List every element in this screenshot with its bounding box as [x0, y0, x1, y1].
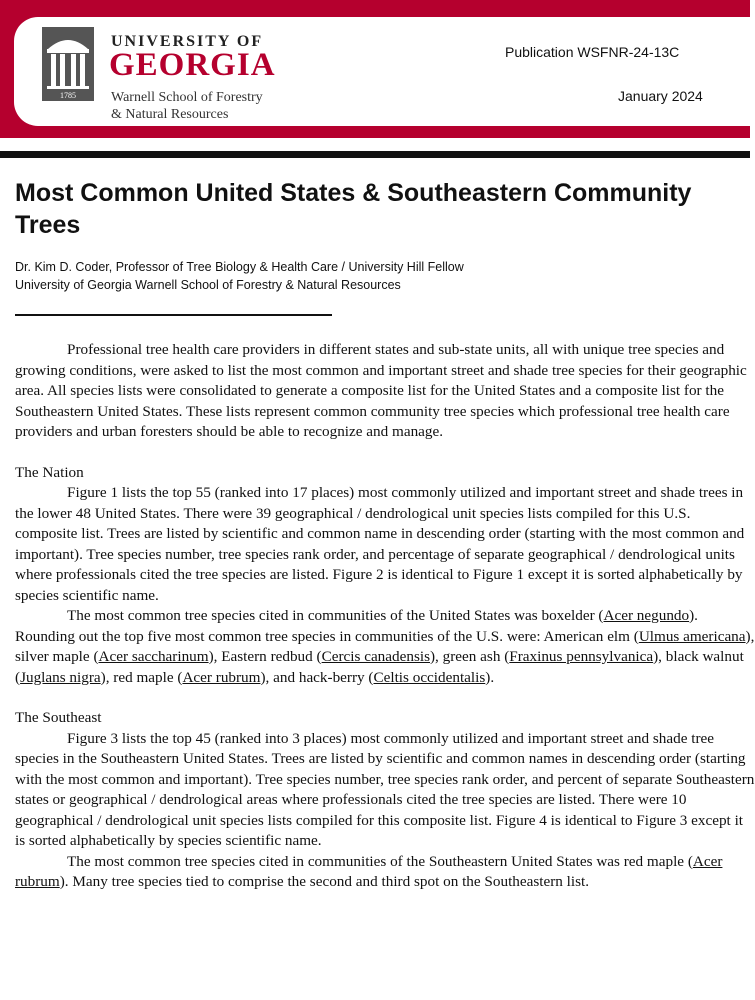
article-body — [15, 340, 755, 893]
section-rule — [15, 314, 332, 316]
southeast-heading: The Southeast — [15, 709, 102, 726]
header-divider-bar — [0, 151, 750, 158]
logo-georgia: GEORGIA — [109, 47, 276, 83]
southeast-paragraph-1: Figure 3 lists the top 45 (ranked into 3 places) most commonly utilized and important street and shade tree species in the Southeastern United States. Trees are listed by scientific and common names in descending order (starting with the most common and important). Tree species number, tree species rank order, and percent of separate Southeastern states or geographical / dendrological areas where professionals cited the tree species are listed. There were 10 geographical / dendrological unit species lists compiled for this composite list. Figure 4 is identical to Figure 3 except it is sorted alphabetically by species scientific name. — [15, 729, 755, 849]
species-name: Ulmus americana — [638, 627, 746, 645]
logo-school-line2: & Natural Resources — [111, 107, 229, 122]
publication-date: January 2024 — [618, 88, 703, 104]
author-block — [15, 258, 735, 294]
author-line-1: Dr. Kim D. Coder, Professor of Tree Biology & Health Care / University Hill Fellow — [15, 260, 464, 274]
university-arch-logo — [42, 27, 94, 101]
species-name: Acer rubrum — [15, 852, 723, 890]
species-name: Cercis canadensis — [321, 648, 430, 665]
species-name: Juglans nigra — [20, 668, 101, 686]
intro-paragraph: Professional tree health care providers in different states and sub-state units, all with unique tree species and growing conditions, were asked to list the most common and important street and shade tree species for their geographic area. All species lists were consolidated to generate a composite list for the United States and a composite list for the Southeastern United States. These lists represent common community tree species which professional tree health care providers and urban foresters should be able to recognize and manage. — [15, 341, 747, 440]
page-title: Most Common United States & Southeastern Community Trees — [15, 179, 692, 239]
nation-heading: The Nation — [15, 463, 84, 481]
species-name: Acer saccharinum — [98, 648, 209, 665]
species-name: Acer rubrum — [182, 668, 261, 686]
logo-year: 1785 — [60, 91, 76, 100]
nation-paragraph-2: The most common tree species cited in communities of the United States was boxelder (Acer negundo). Rounding out the top five most common tree species in communities of the U.S. were: American elm (Ulmus americana), silver maple (Acer saccharinum), Eastern redbud (Cercis canadensis), green ash (Fraxinus pennsylvanica), black walnut (Juglans nigra), red maple (Acer rubrum), and hack-berry (Celtis occidentalis). — [15, 607, 755, 686]
species-name: Acer negundo — [603, 607, 690, 624]
southeast-paragraph-2: The most common tree species cited in communities of the Southeastern United States was red maple (Acer rubrum). Many tree species tied to comprise the second and third spot on the Southeastern list. — [15, 852, 723, 890]
logo-university-of: UNIVERSITY OF — [111, 33, 264, 50]
logo-school-line1: Warnell School of Forestry — [111, 90, 263, 105]
nation-paragraph-1: Figure 1 lists the top 55 (ranked into 17 places) most commonly utilized and important street and shade trees in the lower 48 United States. There were 39 geographical / dendrological unit species lists compiled for this U.S. composite list. Trees are listed by scientific and common name in descending order (starting with the most common and important). Tree species number, tree species rank order, and percentage of separate geographical / dendrological units where professionals cited the tree species are listed. Figure 2 is identical to Figure 1 except it is sorted alphabetically by species scientific name. — [15, 484, 745, 604]
species-name: Fraxinus pennsylvanica — [509, 648, 654, 665]
author-line-2: University of Georgia Warnell School of Forestry & Natural Resources — [15, 278, 401, 292]
species-name: Celtis occidentalis — [373, 668, 486, 686]
publication-number: Publication WSFNR-24-13C — [505, 44, 680, 60]
